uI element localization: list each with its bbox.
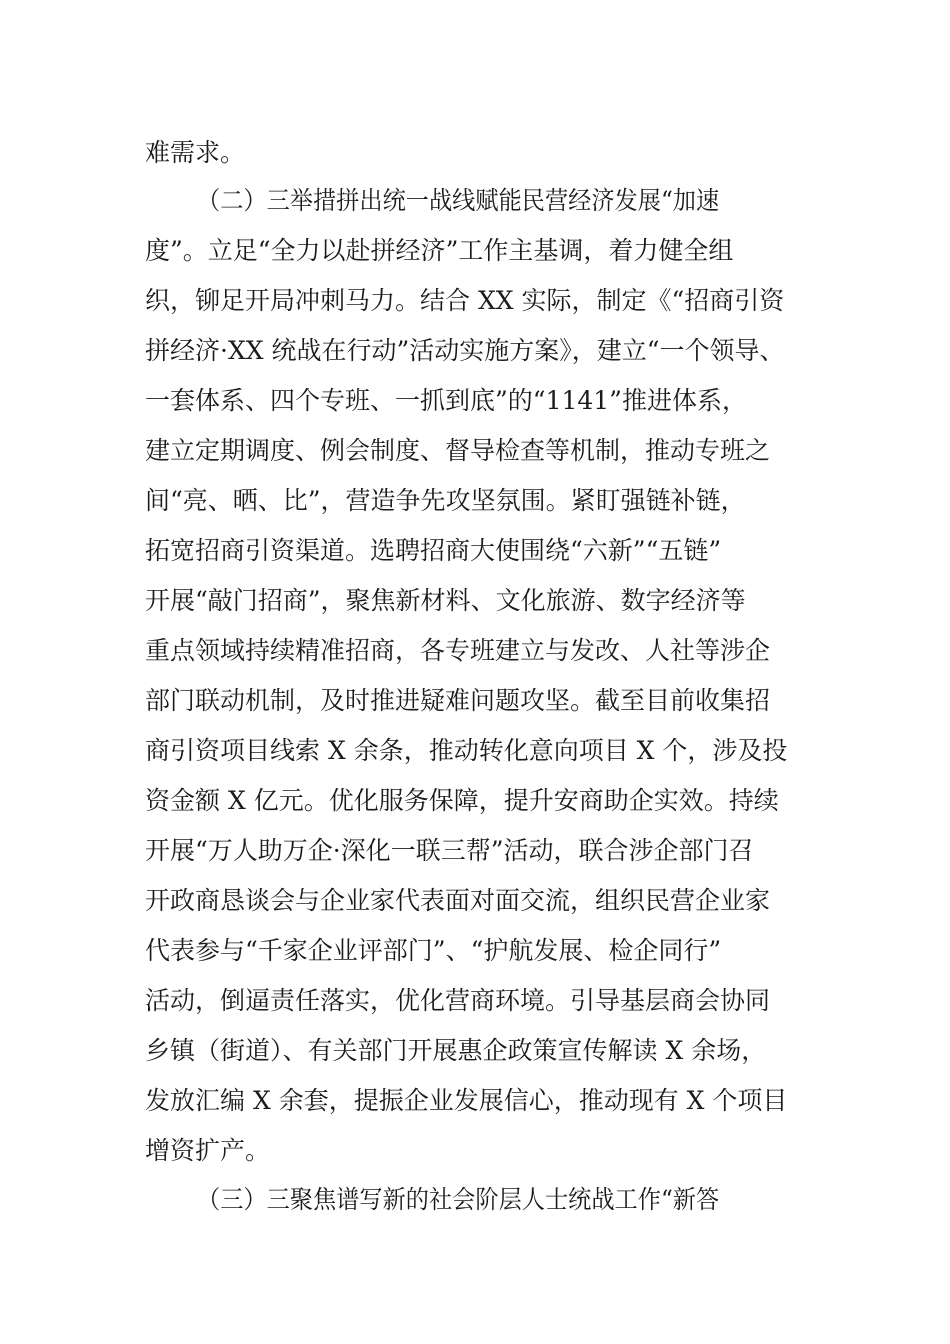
- text-line: 商引资项目线索 X 余条，推动转化意向项目 X 个，涉及投: [145, 736, 788, 765]
- text-line: 开政商恳谈会与企业家代表面对面交流，组织民营企业家: [145, 886, 771, 915]
- text-line: 部门联动机制，及时推进疑难问题攻坚。截至目前收集招: [145, 686, 771, 715]
- text-line: 难需求。: [145, 138, 246, 167]
- text-line: 开展“万人助万企·深化一联三帮”活动，联合涉企部门召: [145, 836, 754, 865]
- text-line: 乡镇（街道）、有关部门开展惠企政策宣传解读 X 余场，: [145, 1036, 767, 1065]
- text-line: 织，铆足开局冲刺马力。结合 XX 实际，制定《“招商引资: [145, 286, 785, 315]
- section-heading: （二）三举措拼出统一战线赋能民营经济发展“加速: [197, 186, 720, 215]
- text-line: 拼经济·XX 统战在行动”活动实施方案》，建立“一个领导、: [145, 336, 785, 365]
- text-line: 拓宽招商引资渠道。选聘招商大使围绕“六新”“五链”: [145, 536, 722, 565]
- text-line: 重点领域持续精准招商，各专班建立与发改、人社等涉企: [145, 636, 771, 665]
- text-line: 开展“敲门招商”，聚焦新材料、文化旅游、数字经济等: [145, 586, 746, 615]
- text-line: 代表参与“千家企业评部门”、“护航发展、检企同行”: [145, 936, 722, 965]
- text-line: 一套体系、四个专班、一抓到底”的“1141”推进体系，: [145, 386, 747, 415]
- text-line: 度”。立足“全力以赴拼经济”工作主基调，着力健全组: [145, 236, 734, 265]
- text-line: 活动，倒逼责任落实，优化营商环境。引导基层商会协同: [145, 986, 771, 1015]
- text-line: 建立定期调度、例会制度、督导检查等机制，推动专班之: [145, 436, 771, 465]
- text-line: 增资扩产。: [145, 1136, 271, 1165]
- text-line: 发放汇编 X 余套，提振企业发展信心，推动现有 X 个项目: [145, 1086, 788, 1115]
- text-line: 资金额 X 亿元。优化服务保障，提升安商助企实效。持续: [145, 786, 779, 815]
- section-heading: （三）三聚焦谱写新的社会阶层人士统战工作“新答: [197, 1185, 720, 1214]
- text-line: 间“亮、晒、比”，营造争先攻坚氛围。紧盯强链补链，: [145, 486, 746, 515]
